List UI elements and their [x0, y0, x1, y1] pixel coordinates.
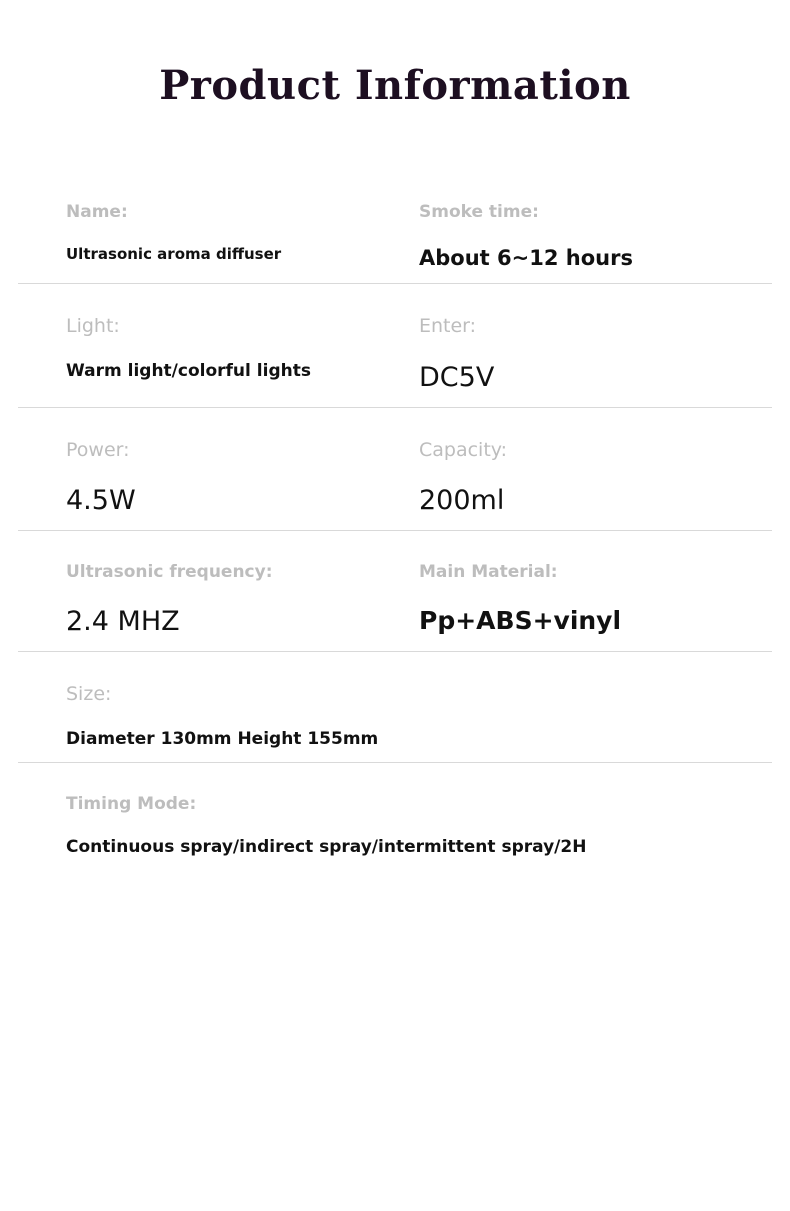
spec-value: 200ml [419, 485, 505, 517]
spec-cell-power [18, 408, 395, 518]
spec-value: About 6~12 hours [419, 246, 633, 271]
spec-value: Warm light/colorful lights [66, 361, 311, 382]
table-row [18, 531, 772, 652]
spec-label: Light: [66, 315, 120, 338]
spec-cell-timing-mode [18, 763, 772, 858]
spec-label: Power: [66, 438, 130, 461]
spec-value: 2.4 MHZ [66, 606, 180, 638]
page-title: Product Information [159, 62, 631, 109]
spec-cell-enter [395, 284, 772, 394]
spec-cell-smoke-time [395, 179, 772, 271]
table-row [18, 763, 772, 870]
table-row [18, 408, 772, 531]
spec-label: Enter: [419, 315, 477, 338]
spec-label: Size: [66, 683, 112, 706]
spec-label: Ultrasonic frequency: [66, 562, 273, 583]
spec-value: Pp+ABS+vinyl [419, 606, 622, 636]
spec-cell-capacity [395, 408, 772, 518]
spec-label: Capacity: [419, 438, 508, 461]
table-row [18, 179, 772, 284]
spec-value: DC5V [419, 362, 495, 394]
spec-value: 4.5W [66, 485, 136, 517]
spec-cell-ultrasonic-frequency [18, 531, 395, 639]
table-row [18, 652, 772, 763]
spec-cell-light [18, 284, 395, 394]
spec-label: Smoke time: [419, 202, 539, 222]
spec-label: Name: [66, 202, 128, 222]
spec-value: Diameter 130mm Height 155mm [66, 728, 379, 749]
spec-cell-main-material [395, 531, 772, 639]
table-row [18, 284, 772, 407]
spec-value: Continuous spray/indirect spray/intermittent spray/2H [66, 837, 587, 858]
spec-value: Ultrasonic aroma diffuser [66, 245, 282, 264]
spec-label: Main Material: [419, 562, 558, 583]
spec-cell-name [18, 179, 395, 271]
specification-table [0, 179, 790, 870]
spec-label: Timing Mode: [66, 794, 197, 814]
spec-cell-size [18, 652, 772, 750]
